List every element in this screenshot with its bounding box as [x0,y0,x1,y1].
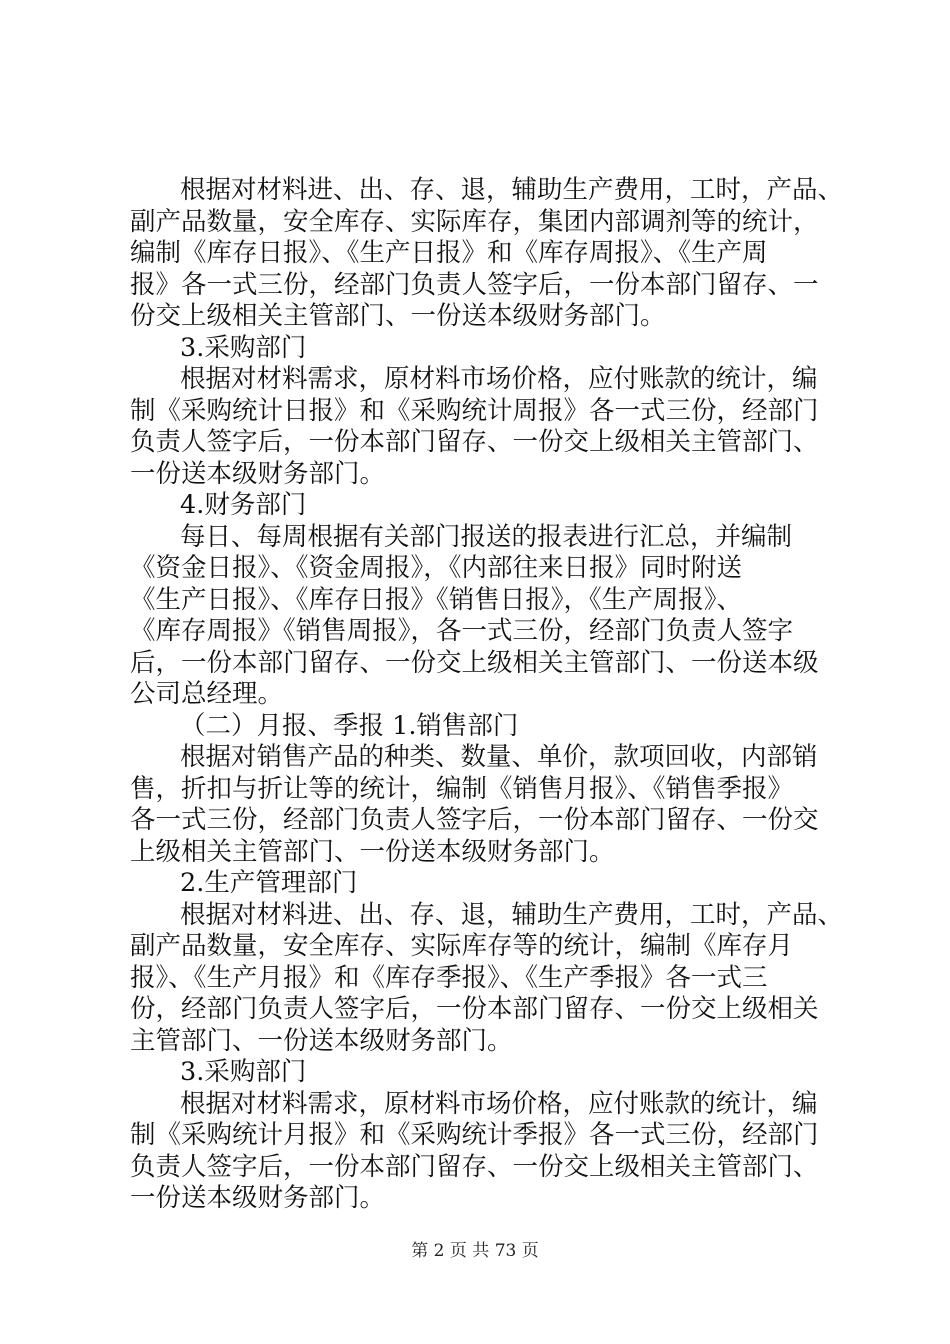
section-heading: （二）月报、季报 1.销售部门 [180,711,519,741]
paragraph-line: 上级相关主管部门、一份送本级财务部门。 [130,837,615,867]
paragraph-line: 主管部门、一份送本级财务部门。 [130,1026,513,1056]
paragraph-line: 每日、每周根据有关部门报送的报表进行汇总，并编制 [180,522,793,552]
paragraph-line: 报》、《生产月报》和《库存季报》、《生产季报》各一式三 [130,963,768,993]
paragraph-line: 《资金日报》、《资金周报》，《内部往来日报》同时附送 [130,553,743,583]
section-heading: 3.采购部门 [180,1057,307,1087]
paragraph-line: 根据对材料进、出、存、退，辅助生产费用，工时，产品、 [180,175,844,205]
paragraph-line: 后，一份本部门留存、一份交上级相关主管部门、一份送本级 [130,648,819,678]
paragraph-line: 制《采购统计日报》和《采购统计周报》各一式三份，经部门 [130,396,819,426]
paragraph-line: 负责人签字后，一份本部门留存、一份交上级相关主管部门、 [130,427,819,457]
paragraph-line: 编制《库存日报》、《生产日报》和《库存周报》、《生产周 [130,238,768,268]
section-heading: 2.生产管理部门 [180,868,358,898]
paragraph-line: 制《采购统计月报》和《采购统计季报》各一式三份，经部门 [130,1120,819,1150]
paragraph-line: 《生产日报》、《库存日报》《销售日报》，《生产周报》、 [130,585,743,615]
paragraph-line: 根据对材料需求，原材料市场价格，应付账款的统计，编 [180,1089,818,1119]
paragraph-line: 售，折扣与折让等的统计，编制《销售月报》、《销售季报》 [130,774,794,804]
paragraph-line: 《库存周报》《销售周报》，各一式三份，经部门负责人签字 [130,616,794,646]
paragraph-line: 副产品数量，安全库存、实际库存，集团内部调剂等的统计， [130,207,819,237]
paragraph-line: 根据对材料需求，原材料市场价格，应付账款的统计，编 [180,364,818,394]
paragraph-line: 各一式三份，经部门负责人签字后，一份本部门留存、一份交 [130,805,819,835]
paragraph-line: 公司总经理。 [130,679,284,709]
paragraph-line: 副产品数量，安全库存、实际库存等的统计，编制《库存月 [130,931,794,961]
paragraph-line: 份交上级相关主管部门、一份送本级财务部门。 [130,301,666,331]
page-footer: 第 2 页 共 73 页 [411,1241,539,1261]
paragraph-line: 一份送本级财务部门。 [130,459,386,489]
paragraph-line: 份，经部门负责人签字后，一份本部门留存、一份交上级相关 [130,994,819,1024]
paragraph-line: 报》各一式三份，经部门负责人签字后，一份本部门留存、一 [130,270,819,300]
paragraph-line: 根据对材料进、出、存、退，辅助生产费用，工时，产品、 [180,900,844,930]
paragraph-line: 根据对销售产品的种类、数量、单价，款项回收，内部销 [180,742,818,772]
section-heading: 4.财务部门 [180,490,307,520]
paragraph-line: 负责人签字后，一份本部门留存、一份交上级相关主管部门、 [130,1152,819,1182]
paragraph-line: 一份送本级财务部门。 [130,1183,386,1213]
section-heading: 3.采购部门 [180,333,307,363]
